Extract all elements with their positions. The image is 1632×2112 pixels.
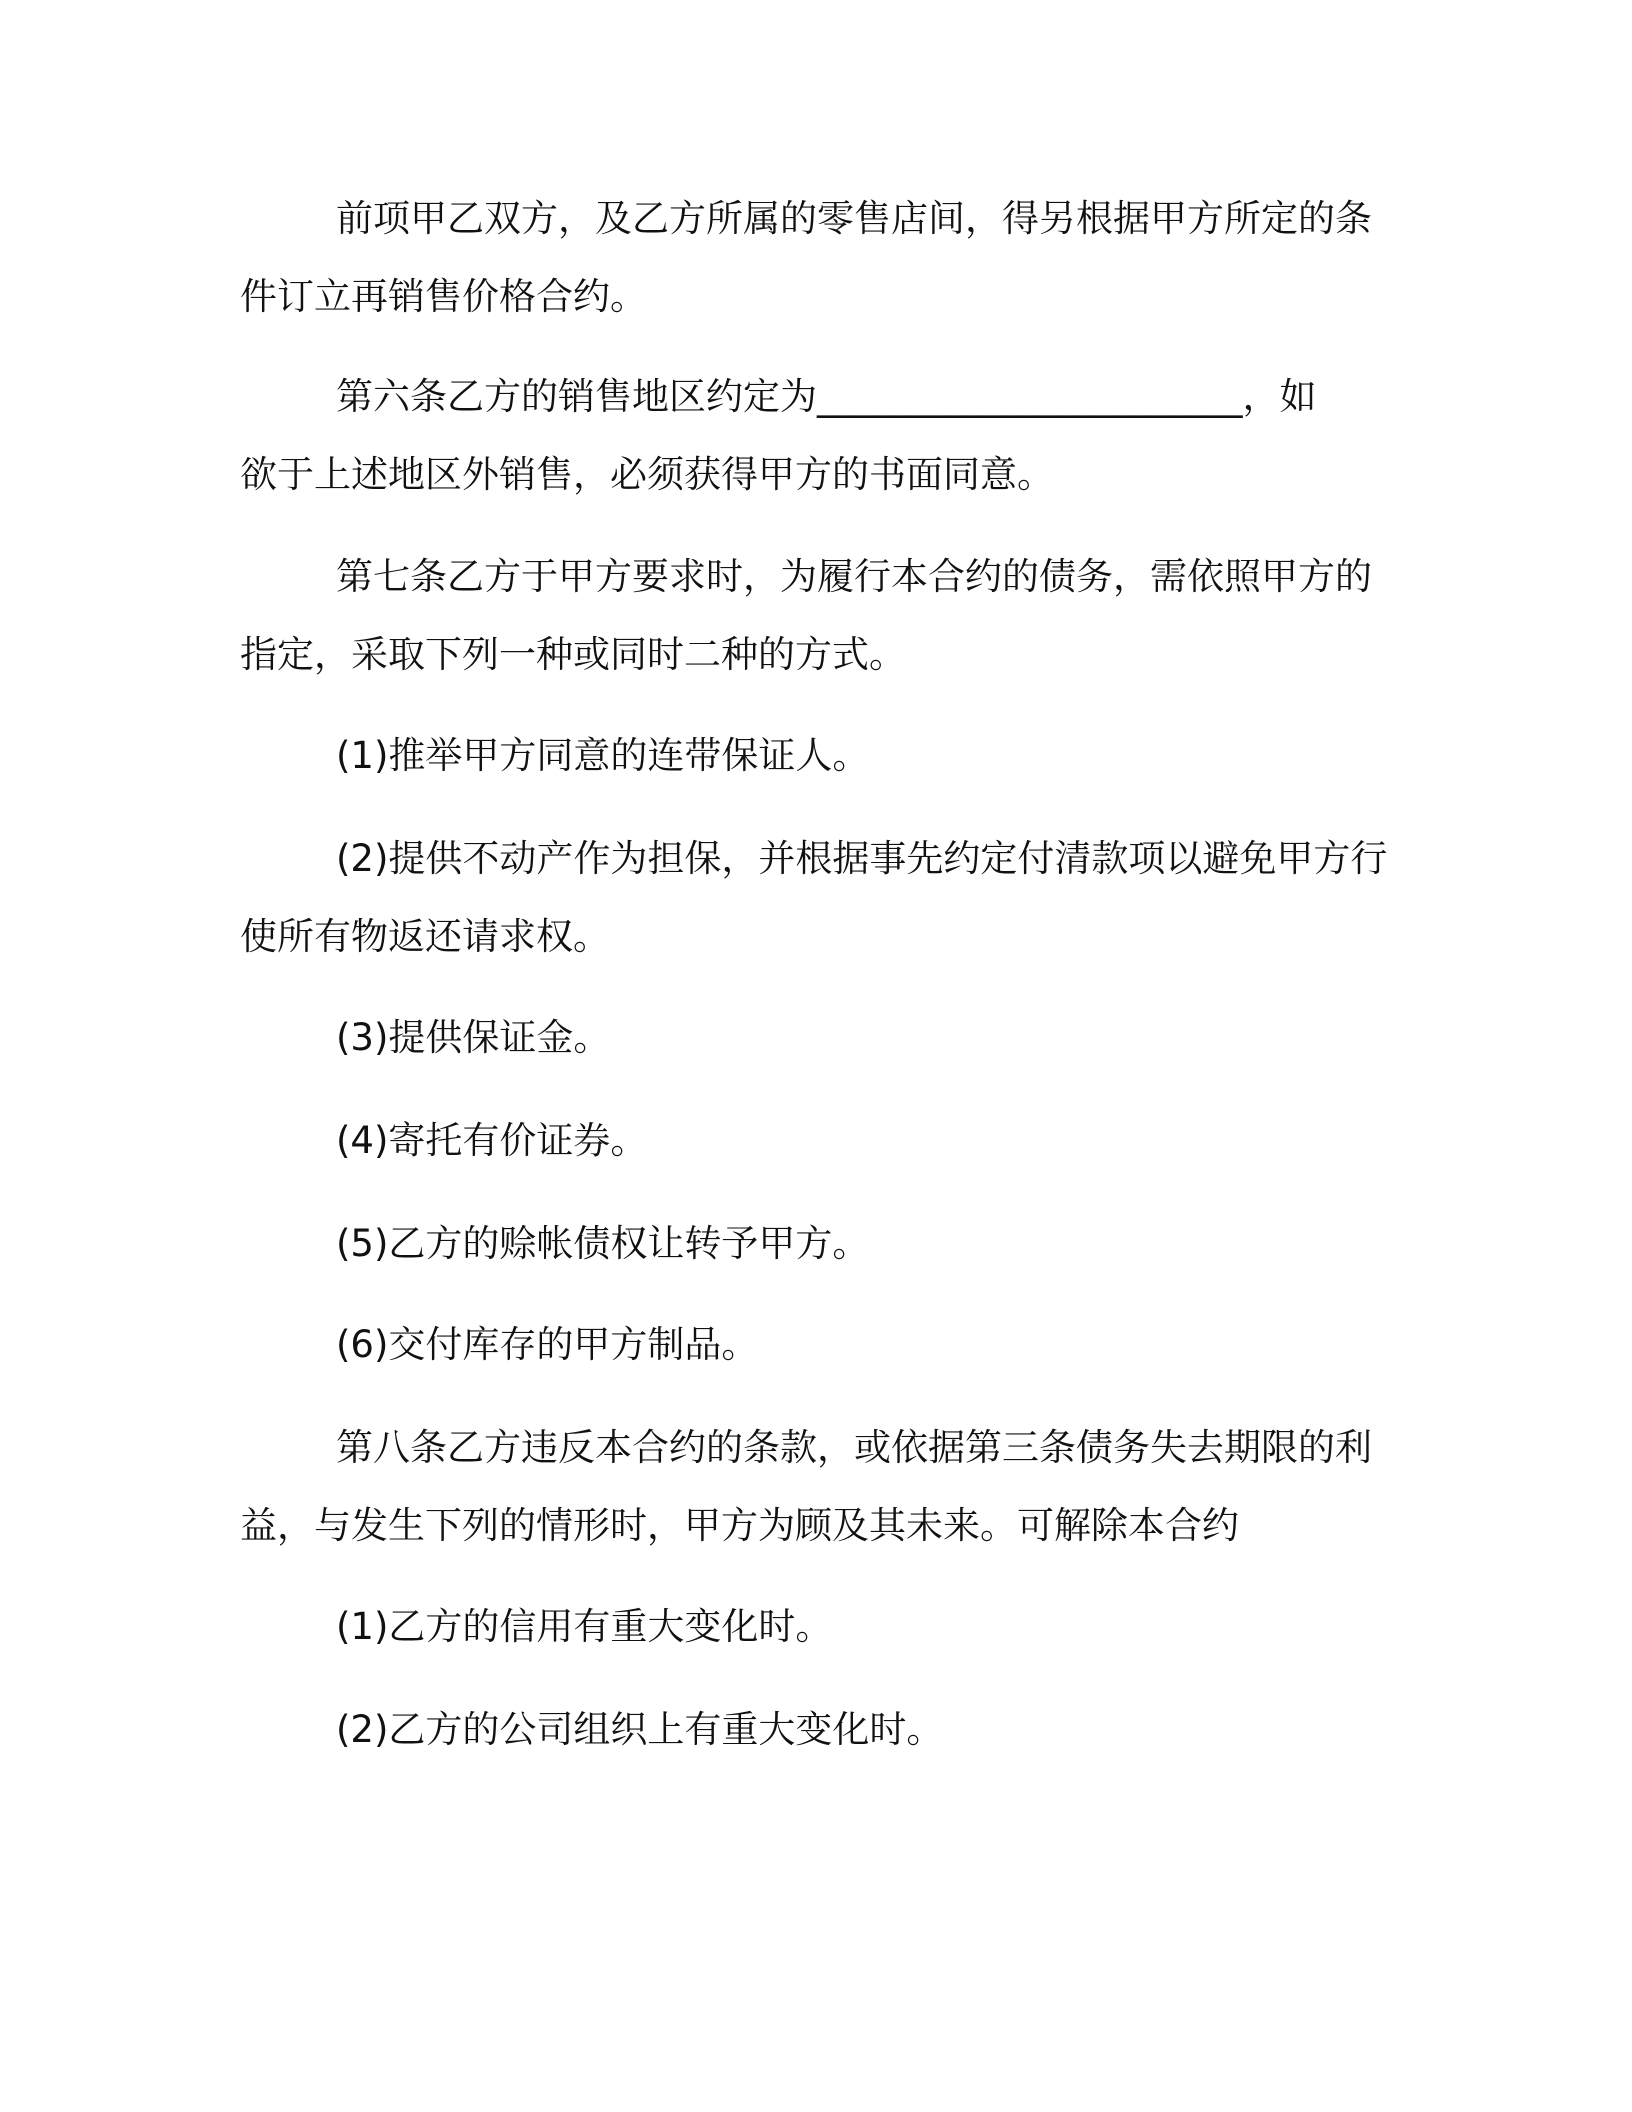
list-item-7-1 — [240, 717, 1390, 795]
paragraph-line: 欲于上述地区外销售，必须获得甲方的书面同意。 — [240, 453, 1054, 496]
paragraph-line: 指定，采取下列一种或同时二种的方式。 — [240, 633, 906, 676]
paragraph-line: 第七条乙方于甲方要求时，为履行本合约的债务，需依照甲方的 — [336, 555, 1372, 598]
list-item-7-5 — [240, 1205, 1390, 1283]
list-item-7-2 — [240, 820, 1390, 976]
paragraph-line: 前项甲乙双方，及乙方所属的零售店间，得另根据甲方所定的条 — [336, 197, 1372, 240]
list-item-7-3 — [240, 999, 1390, 1077]
paragraph-line: (4)寄托有价证券。 — [336, 1119, 648, 1162]
paragraph-line: 第八条乙方违反本合约的条款，或依据第三条债务失去期限的利 — [336, 1426, 1372, 1469]
paragraph-line: (2)提供不动产作为担保，并根据事先约定付清款项以避免甲方行 — [336, 837, 1388, 880]
list-item-7-4 — [240, 1102, 1390, 1180]
paragraph-line: (1)乙方的信用有重大变化时。 — [336, 1605, 833, 1648]
list-item-8-1 — [240, 1588, 1390, 1666]
paragraph-line: (6)交付库存的甲方制品。 — [336, 1323, 759, 1366]
list-item-8-2 — [240, 1691, 1390, 1769]
paragraph-article-8 — [240, 1409, 1390, 1565]
paragraph-line: (3)提供保证金。 — [336, 1016, 611, 1059]
paragraph-article-7 — [240, 538, 1390, 694]
paragraph-line: 益，与发生下列的情形时，甲方为顾及其未来。可解除本合约 — [240, 1504, 1239, 1547]
list-item-7-6 — [240, 1306, 1390, 1384]
paragraph-line: 件订立再销售价格合约。 — [240, 275, 647, 318]
paragraph-line: (5)乙方的赊帐债权让转予甲方。 — [336, 1222, 870, 1265]
paragraph-article-6 — [240, 358, 1390, 514]
paragraph-line: (2)乙方的公司组织上有重大变化时。 — [336, 1708, 944, 1751]
paragraph-line: 第六条乙方的销售地区约定为_______________________，如 — [336, 375, 1317, 418]
paragraph-line: 使所有物返还请求权。 — [240, 915, 610, 958]
paragraph-line: (1)推举甲方同意的连带保证人。 — [336, 734, 870, 777]
paragraph-resale-price-contract — [240, 180, 1390, 336]
